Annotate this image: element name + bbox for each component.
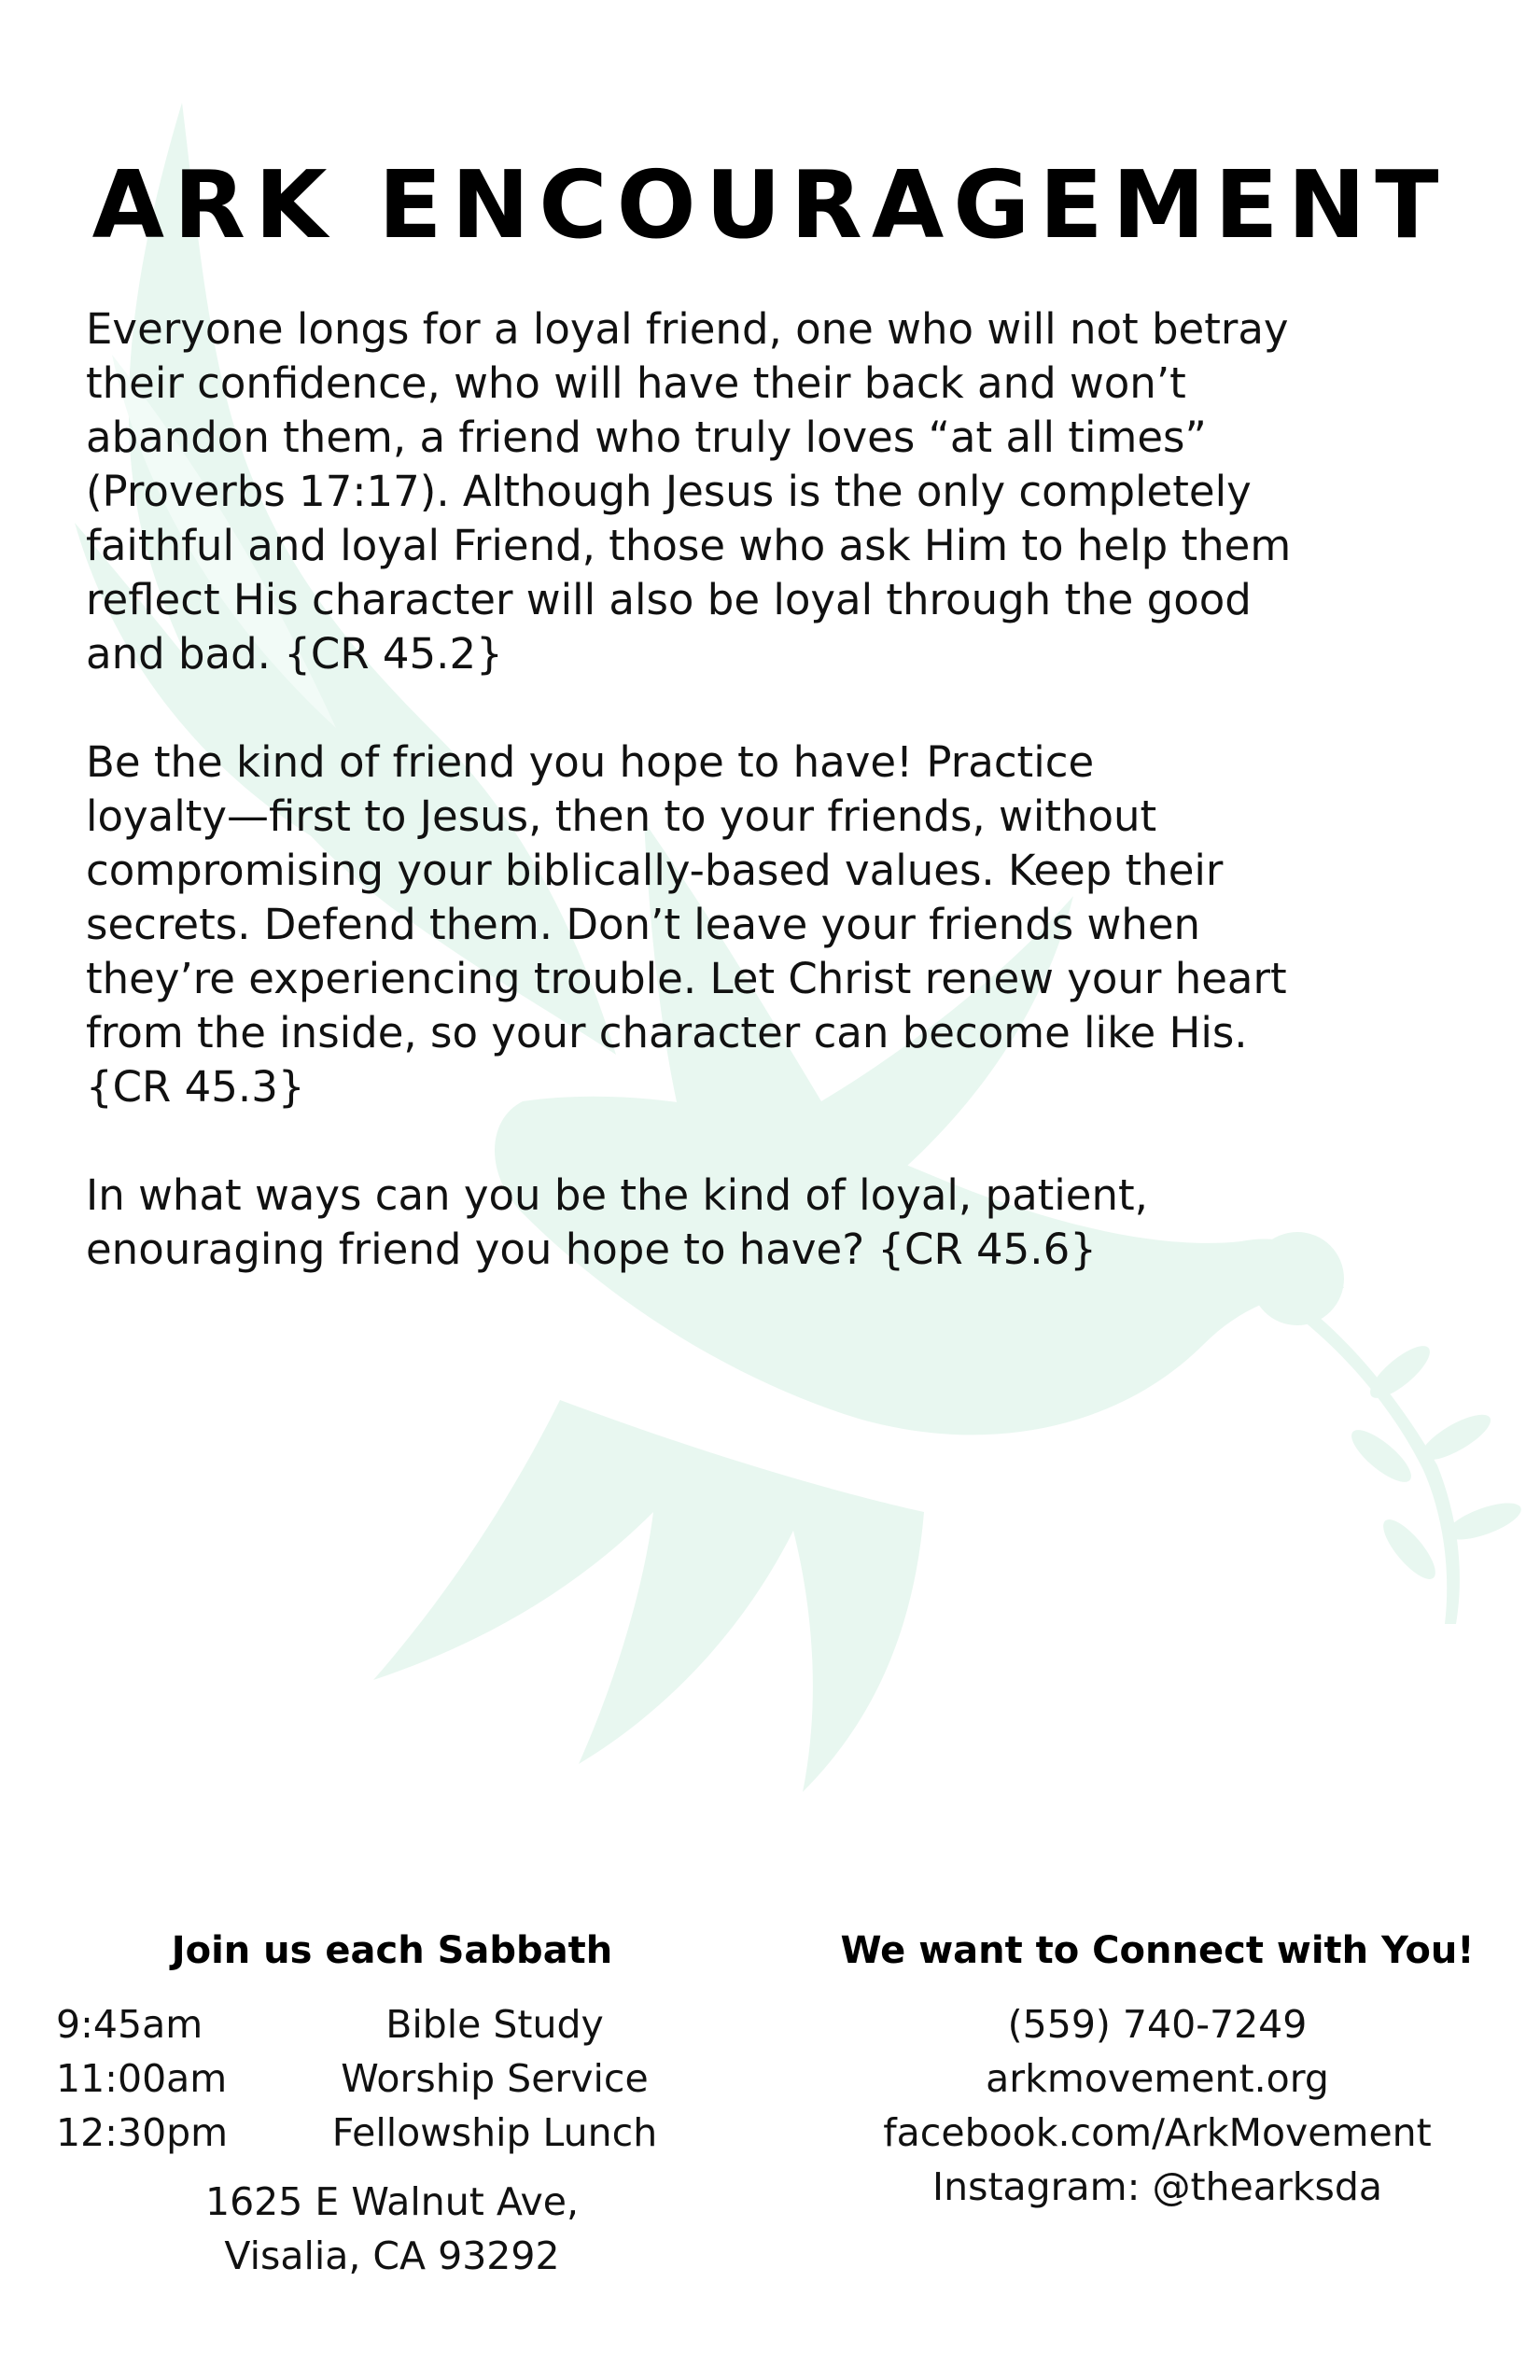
- instagram-handle[interactable]: Instagram: @thearksda: [932, 2164, 1382, 2209]
- paragraph-1: Everyone longs for a loyal friend, one who will not betray their confidence, who will have their back and won’t abandon them, a friend who truly loves “at all times” (Proverbs 17:17). Although Jesus is the only completely faithful and loyal Friend, those who ask Him to help them reflect His character will also be loyal through the good and bad. {CR 45.2}: [86, 304, 1292, 679]
- page-title: ARK ENCOURAGEMENT: [91, 150, 1449, 259]
- sabbath-schedule: [51, 1997, 723, 2160]
- sabbath-heading: Join us each Sabbath: [171, 1929, 613, 1972]
- address-line-1: 1625 E Walnut Ave,: [205, 2179, 579, 2224]
- contact-info: [803, 1997, 1512, 2214]
- schedule-time: 11:00am: [56, 2056, 228, 2101]
- schedule-event: Fellowship Lunch: [331, 2110, 658, 2155]
- website-link[interactable]: arkmovement.org: [986, 2056, 1329, 2101]
- paragraph-2: Be the kind of friend you hope to have! Practice loyalty—first to Jesus, then to your friends, without compromising your biblically-based values. Keep their secrets. Defend them. Don’t leave your friends when they’re experiencing trouble. Let Christ renew your heart from the inside, so your character can become like His. {CR 45.3}: [86, 737, 1287, 1112]
- schedule-row: [51, 1997, 723, 2051]
- phone-number[interactable]: (559) 740-7249: [1007, 2002, 1308, 2047]
- schedule-time: 9:45am: [56, 2002, 203, 2047]
- address-line-2: Visalia, CA 93292: [224, 2233, 560, 2278]
- facebook-link[interactable]: facebook.com/ArkMovement: [883, 2110, 1432, 2155]
- connect-heading: We want to Connect with You!: [840, 1929, 1475, 1972]
- devotional-body: [86, 302, 1467, 1331]
- schedule-time: 12:30pm: [56, 2110, 229, 2155]
- schedule-row: [51, 2106, 723, 2160]
- schedule-event: Bible Study: [385, 2002, 604, 2047]
- schedule-row: [51, 2051, 723, 2106]
- paragraph-3: In what ways can you be the kind of loyal, patient, enouraging friend you hope to have? {CR 45.6}: [86, 1170, 1148, 1274]
- schedule-event: Worship Service: [341, 2056, 649, 2101]
- church-address: [84, 2175, 700, 2283]
